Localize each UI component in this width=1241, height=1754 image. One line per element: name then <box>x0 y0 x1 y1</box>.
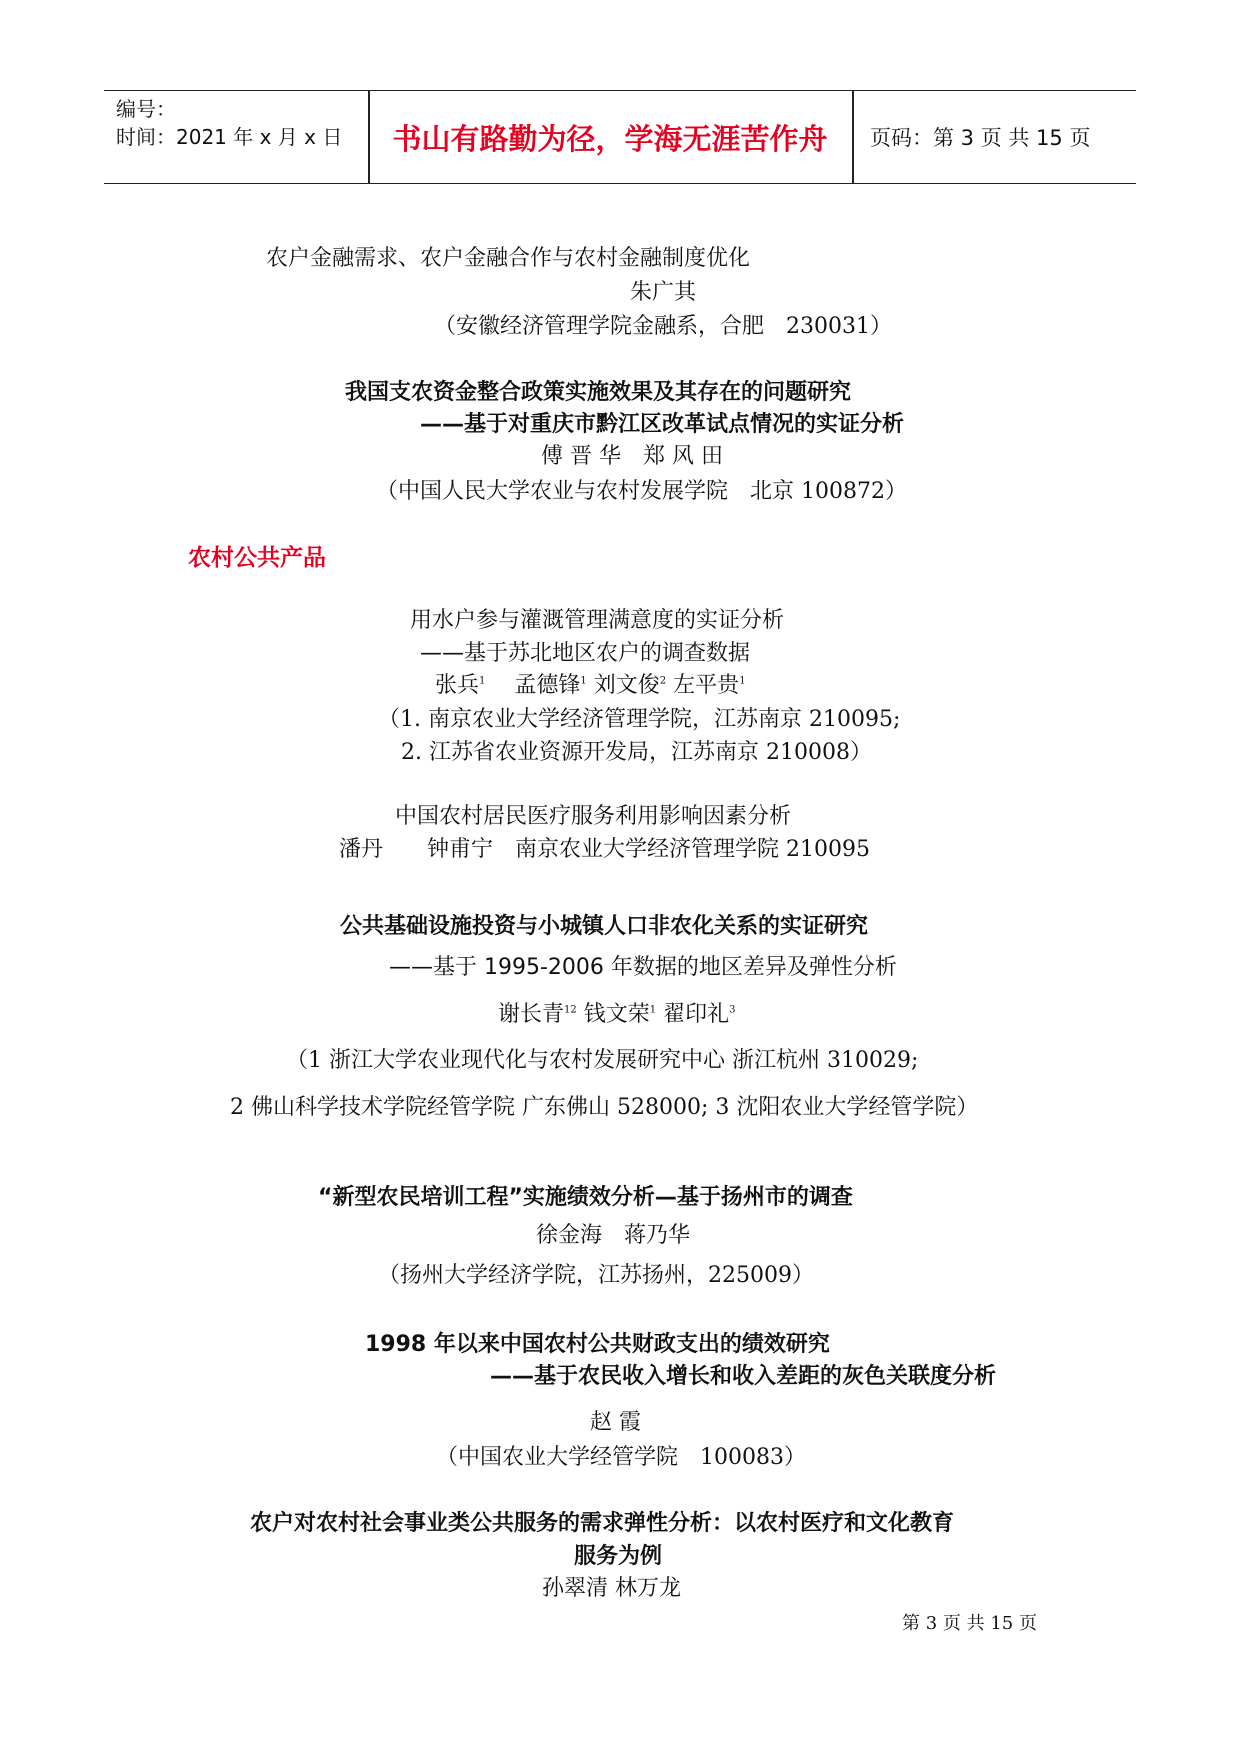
author-affiliation-mark: 2 <box>659 675 667 687</box>
entry-affiliation: （1 浙江大学农业现代化与农村发展研究中心 浙江杭州 310029; <box>286 1048 919 1073</box>
author-affiliation-mark: 1 <box>580 675 587 687</box>
entry-subtitle: ——基于对重庆市黔江区改革试点情况的实证分析 <box>420 412 905 437</box>
entry-title-continued: 服务为例 <box>574 1544 663 1569</box>
author-affiliation-mark: 1 <box>479 675 486 687</box>
header-motto: 书山有路勤为径，学海无涯苦作舟 <box>392 121 828 156</box>
entry-author: 傅 晋 华 郑 风 田 <box>541 444 723 469</box>
entry-title: 中国农村居民医疗服务利用影响因素分析 <box>395 804 792 829</box>
entry-author: 徐金海 蒋乃华 <box>536 1223 691 1248</box>
entry-affiliation: 2. 江苏省农业资源开发局，江苏南京 210008） <box>401 740 872 765</box>
author-name: 刘文俊 <box>593 673 660 698</box>
entry-affiliation: （中国人民大学农业与农村发展学院 北京 100872） <box>376 479 907 504</box>
entry-affiliation: 2 佛山科学技术学院经管学院 广东佛山 528000; 3 沈阳农业大学经管学院） <box>230 1095 979 1120</box>
page-footer: 第 3 页 共 15 页 <box>902 1613 1037 1634</box>
entry-author: 朱广其 <box>630 280 697 305</box>
entry-subtitle: ——基于农民收入增长和收入差距的灰色关联度分析 <box>490 1364 997 1389</box>
entry-affiliation: （中国农业大学经管学院 100083） <box>436 1445 806 1470</box>
header-meta <box>116 95 342 151</box>
author-affiliation-mark: 1 <box>739 675 746 687</box>
entry-subtitle: ——基于 1995-2006 年数据的地区差异及弹性分析 <box>389 955 897 980</box>
entry-affiliation: （1. 南京农业大学经济管理学院，江苏南京 210095; <box>378 707 901 732</box>
author-name: 张兵 <box>435 673 480 698</box>
author-name: 孟德锋 <box>514 673 581 698</box>
entry-title: 农户金融需求、农户金融合作与农村金融制度优化 <box>266 246 751 271</box>
number-label: 编号： <box>116 97 176 121</box>
entry-title: 公共基础设施投资与小城镇人口非农化关系的实证研究 <box>340 914 869 939</box>
author-affiliation-mark: 3 <box>729 1004 736 1016</box>
header-divider <box>852 91 854 183</box>
entry-subtitle: ——基于苏北地区农户的调查数据 <box>420 641 751 666</box>
entry-authors <box>435 673 746 699</box>
entry-affiliation: （扬州大学经济学院，江苏扬州，225009） <box>378 1263 814 1288</box>
author-affiliation-mark: 1 <box>649 1004 657 1016</box>
page-header <box>104 90 1136 184</box>
entry-title: 1998 年以来中国农村公共财政支出的绩效研究 <box>365 1332 830 1357</box>
author-name: 翟印礼 <box>663 1002 730 1027</box>
entry-title: 农户对农村社会事业类公共服务的需求弹性分析：以农村医疗和文化教育 <box>250 1511 955 1536</box>
entry-title: 我国支农资金整合政策实施效果及其存在的问题研究 <box>345 380 852 405</box>
entry-authors <box>498 1002 736 1028</box>
author-name: 钱文荣 <box>583 1002 650 1027</box>
entry-affiliation: （安徽经济管理学院金融系，合肥 230031） <box>434 314 892 339</box>
entry-author: 赵 霞 <box>590 1410 641 1435</box>
section-heading: 农村公共产品 <box>188 545 326 571</box>
author-name: 左平贵 <box>673 673 740 698</box>
entry-title: “新型农民培训工程”实施绩效分析—基于扬州市的调查 <box>318 1185 853 1210</box>
entry-author: 潘丹 钟甫宁 南京农业大学经济管理学院 210095 <box>339 837 870 862</box>
author-affiliation-mark: 12 <box>564 1004 577 1016</box>
author-name: 谢长青 <box>498 1002 565 1027</box>
header-page-label: 页码：第 3 页 共 15 页 <box>870 126 1091 150</box>
entry-author: 孙翠清 林万龙 <box>542 1576 681 1601</box>
time-label: 时间：2021 年 x 月 x 日 <box>116 125 343 149</box>
entry-title: 用水户参与灌溉管理满意度的实证分析 <box>410 608 785 633</box>
